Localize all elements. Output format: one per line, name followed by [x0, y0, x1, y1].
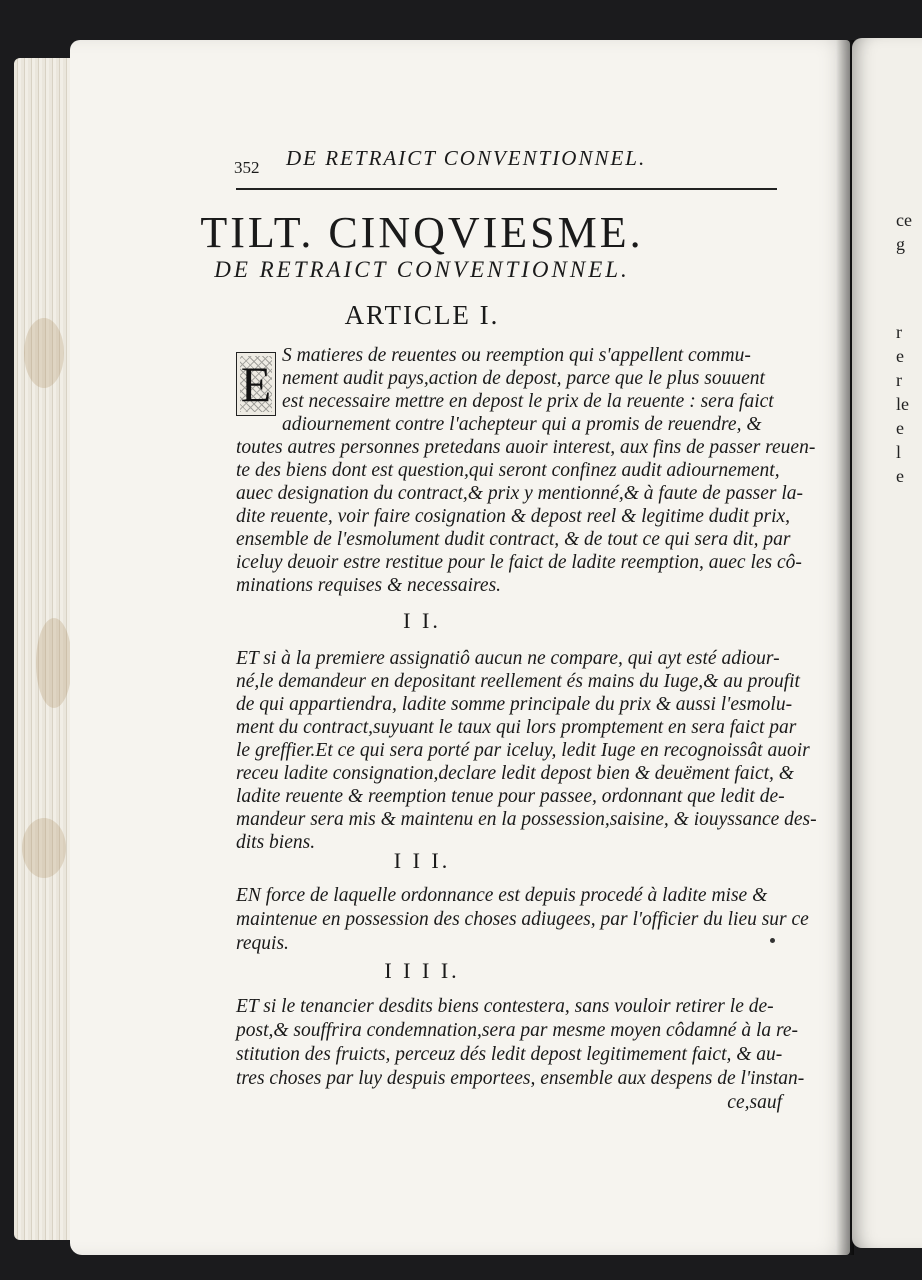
facing-fragment: g	[896, 234, 905, 254]
text-line: ET si à la premiere assignatiô aucun ne compare, qui ayt esté adiour-	[236, 648, 780, 669]
chapter-subtitle: DE RETRAICT CONVENTIONNEL.	[214, 257, 630, 282]
text-line: EN force de laquelle ordonnance est depuis procedé à ladite mise &	[236, 885, 768, 906]
facing-page	[852, 38, 922, 1248]
text-line: est necessaire mettre en depost le prix de la reuente : sera faict	[282, 391, 774, 412]
text-line: maintenue en possession des choses adiugees, par l'officier du lieu sur ce	[236, 909, 809, 930]
text-line: ensemble de l'esmolument dudit contract, & de tout ce qui sera dit, par	[236, 529, 791, 550]
text-line: requis.	[236, 933, 289, 954]
text-line: iceluy deuoir estre restitue pour le faict de ladite reemption, auec les cô-	[236, 552, 802, 573]
chapter-title: TILT. CINQVIESME.	[200, 208, 644, 257]
facing-fragment: e	[896, 418, 904, 438]
facing-fragment: l	[896, 442, 902, 462]
section-heading: I I.	[403, 608, 441, 633]
text-line: auec designation du contract,& prix y mentionné,& à faute de passer la-	[236, 483, 804, 504]
drop-cap-initial	[236, 352, 276, 416]
text-line: dits biens.	[236, 832, 316, 853]
text-line: stitution des fruicts, perceuz dés ledit depost legitimement faict, & au-	[236, 1044, 783, 1065]
text-line: post,& souffrira condemnation,sera par mesme moyen côdamné à la re-	[236, 1020, 798, 1041]
facing-fragment: e	[896, 346, 904, 366]
text-line: receu ladite consignation,declare ledit depost bien & deuëment faict, &	[236, 763, 794, 784]
text-line: ET si le tenancier desdits biens contestera, sans vouloir retirer le de-	[236, 996, 774, 1017]
drop-cap-letter: E	[240, 356, 272, 412]
text-line: nement audit pays,action de depost, parce que le plus souuent	[282, 368, 765, 389]
text-line: minations requises & necessaires.	[236, 575, 502, 596]
facing-fragment: e	[896, 466, 904, 486]
facing-fragment: r	[896, 370, 902, 390]
facing-fragment: le	[896, 394, 909, 414]
ink-mark	[770, 938, 775, 943]
text-line: ment du contract,suyuant le taux qui lors promptement en sera faict par	[236, 717, 797, 738]
text-line: de qui appartiendra, ladite somme principale du prix & aussi l'esmolu-	[236, 694, 793, 715]
text-line: tres choses par luy despuis emportees, ensemble aux despens de l'instan-	[236, 1068, 805, 1089]
text-line: adiournement contre l'achepteur qui a promis de reuendre, &	[282, 414, 762, 435]
text-line: né,le demandeur en depositant reellement és mains du Iuge,& au proufit	[236, 671, 800, 692]
text-line: le greffier.Et ce qui sera porté par iceluy, ledit Iuge en recognoissât auoir	[236, 740, 810, 761]
text-line: te des biens dont est question,qui seront confinez audit adiournement,	[236, 460, 780, 481]
text-line: ladite reuente & reemption tenue pour passee, ordonnant que ledit de-	[236, 786, 785, 807]
text-line: S matieres de reuentes ou reemption qui s'appellent commu-	[282, 345, 751, 366]
header-rule	[236, 188, 777, 190]
running-title: DE RETRAICT CONVENTIONNEL.	[286, 146, 647, 170]
facing-fragment: ce	[896, 210, 912, 230]
facing-fragment: r	[896, 322, 902, 342]
page-number: 352	[234, 158, 260, 177]
text-line: mandeur sera mis & maintenu en la possession,saisine, & iouyssance des-	[236, 809, 817, 830]
text-line: dite reuente, voir faire cosignation & depost reel & legitime dudit prix,	[236, 506, 791, 527]
section-heading: I I I I.	[384, 958, 460, 983]
page-header	[234, 146, 779, 180]
section-heading: I I I.	[393, 848, 451, 873]
catchword: ce,sauf	[727, 1092, 782, 1113]
article-heading: ARTICLE I.	[344, 300, 500, 330]
text-line: toutes autres personnes pretedans auoir interest, aux fins de passer reuen-	[236, 437, 816, 458]
